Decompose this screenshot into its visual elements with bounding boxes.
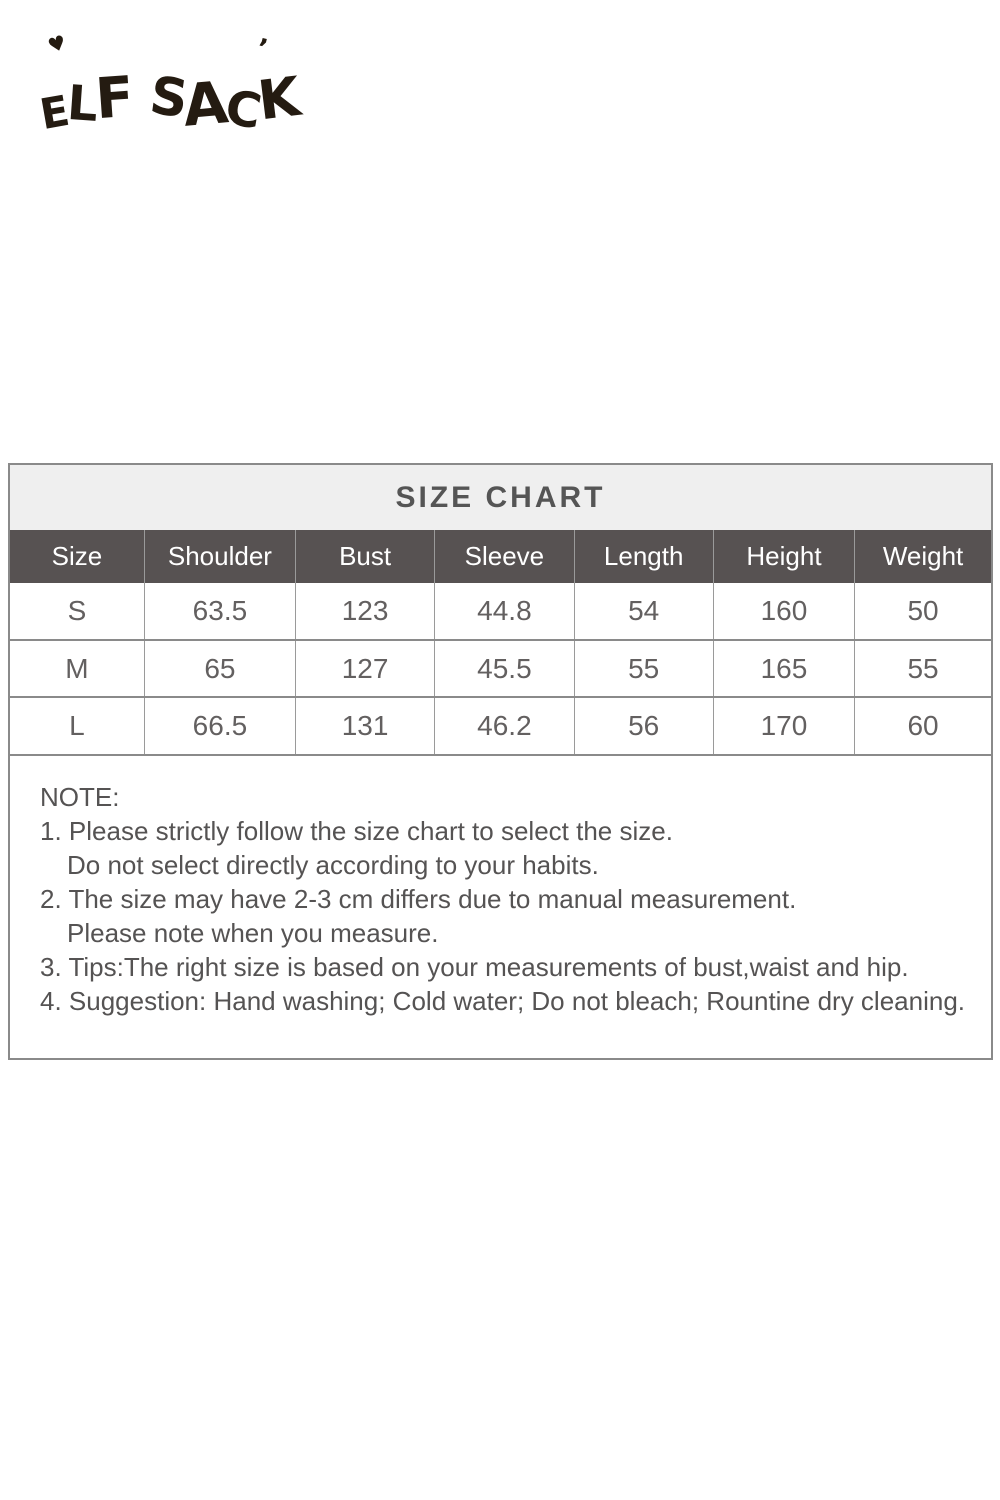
- cell-shoulder: 66.5: [144, 697, 295, 754]
- brand-logo: [36, 29, 304, 141]
- cell-length: 56: [574, 697, 713, 754]
- notes-heading: NOTE:: [40, 782, 120, 812]
- table-row-size-s: [10, 583, 991, 640]
- cell-height: 165: [713, 640, 854, 697]
- cell-length: 55: [574, 640, 713, 697]
- logo-letter: E: [36, 86, 74, 140]
- cell-shoulder: 63.5: [144, 583, 295, 640]
- cell-weight: 60: [855, 697, 991, 754]
- column-header-weight: Weight: [855, 530, 991, 583]
- cell-weight: 55: [855, 640, 991, 697]
- note-line-2b: Please note when you measure.: [67, 918, 439, 948]
- note-line-1: 1. Please strictly follow the size chart to select the size.: [40, 816, 673, 846]
- logo-word-sack: [145, 65, 304, 141]
- logo-letter: K: [254, 65, 304, 133]
- logo-letter: A: [180, 67, 231, 140]
- cell-shoulder: 65: [144, 640, 295, 697]
- column-header-sleeve: Sleeve: [435, 530, 574, 583]
- logo-word-elf: [36, 64, 137, 140]
- logo-letter: S: [145, 65, 192, 131]
- logo-tick-accent: ’: [253, 33, 271, 65]
- size-chart-title: SIZE CHART: [10, 465, 991, 530]
- cell-size: L: [10, 697, 144, 754]
- cell-bust: 131: [295, 697, 434, 754]
- column-header-size: Size: [10, 530, 144, 583]
- notes-section: [10, 754, 991, 1058]
- logo-letter: L: [65, 74, 100, 133]
- note-line-2: 2. The size may have 2-3 cm differs due to manual measurement.: [40, 884, 797, 914]
- logo-heart-accent: ♥: [44, 29, 70, 59]
- cell-weight: 50: [855, 583, 991, 640]
- cell-bust: 127: [295, 640, 434, 697]
- cell-height: 170: [713, 697, 854, 754]
- cell-height: 160: [713, 583, 854, 640]
- cell-size: M: [10, 640, 144, 697]
- cell-size: S: [10, 583, 144, 640]
- column-header-height: Height: [713, 530, 854, 583]
- note-line-1b: Do not select directly according to your habits.: [67, 850, 599, 880]
- table-row-size-m: [10, 640, 991, 697]
- column-header-length: Length: [574, 530, 713, 583]
- table-row-size-l: [10, 697, 991, 754]
- size-chart-panel: [8, 463, 993, 1060]
- note-line-3: 3. Tips:The right size is based on your measurements of bust,waist and hip.: [40, 952, 909, 982]
- cell-length: 54: [574, 583, 713, 640]
- column-header-bust: Bust: [295, 530, 434, 583]
- cell-sleeve: 44.8: [435, 583, 574, 640]
- logo-letter: F: [93, 64, 137, 132]
- cell-sleeve: 45.5: [435, 640, 574, 697]
- logo-letter: C: [221, 79, 266, 141]
- cell-bust: 123: [295, 583, 434, 640]
- size-chart-table: [10, 530, 991, 754]
- column-header-shoulder: Shoulder: [144, 530, 295, 583]
- table-header-row: [10, 530, 991, 583]
- note-line-4: 4. Suggestion: Hand washing; Cold water; Do not bleach; Rountine dry cleaning.: [40, 986, 966, 1016]
- cell-sleeve: 46.2: [435, 697, 574, 754]
